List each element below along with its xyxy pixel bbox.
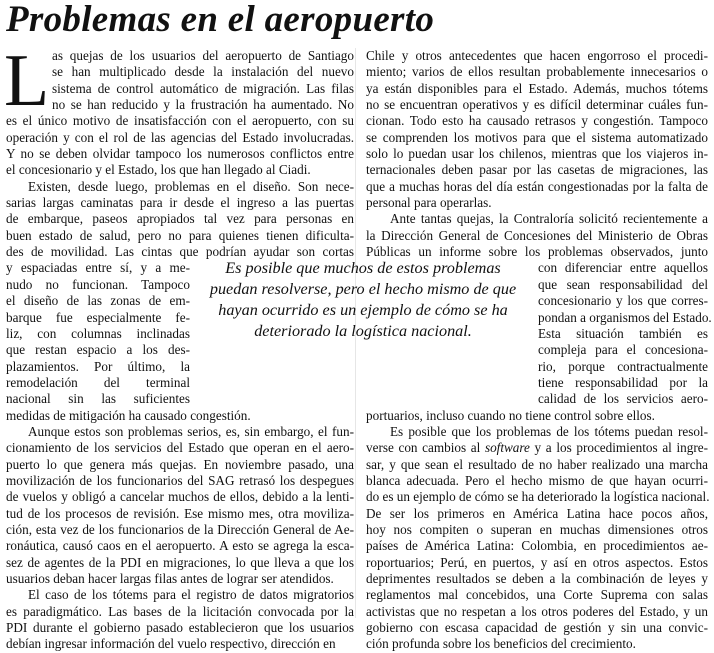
text-line: compleja para el concesiona-	[538, 342, 708, 358]
drop-cap: L	[4, 40, 50, 122]
text-line: Y no se deben olvidar tampoco los numerosos conflictos entre	[6, 146, 354, 162]
text-line: es paradigmático. Las bases de la licitación convocada por la	[6, 603, 354, 619]
text-line: verse con cambios al software y a los procedimientos al ingre-	[366, 440, 708, 456]
text-line: remodelación del terminal	[6, 374, 190, 390]
text-line: plazamientos. Por último, la	[6, 358, 190, 374]
text-line: el diseño de las zonas de em-	[6, 293, 190, 309]
text-line: con diferenciar entre aquellos	[538, 260, 708, 276]
text-line: operación y con el rol de las agencias del Estado involucradas.	[6, 129, 354, 145]
headline: Problemas en el aeropuerto	[6, 0, 435, 40]
text-line: cionan. Todo esto ha causado retrasos y congestión. Tampoco	[366, 113, 708, 129]
text-line: Chile y otros antecedentes que hacen engorroso el procedi-	[366, 48, 708, 63]
text-line: gobierno con escasa capacidad de gestión y sin una convic-	[366, 620, 708, 636]
text-line: que sean responsabilidad del	[538, 276, 708, 292]
text-line: portuarios, incluso cuando no tiene control sobre ellos.	[366, 407, 655, 423]
text-line: cionamiento de los servicios del Estado que operan en el aero-	[6, 440, 354, 456]
text-line: países de América Latina: Colombia, en procedimientos ae-	[366, 538, 708, 554]
text-line: sarias largas caminatas para ir desde el ingreso a las puertas	[6, 195, 354, 211]
text-line: movilización de los funcionarios del SAG retrasó los despegues	[6, 472, 354, 488]
text-line: Ante tantas quejas, la Contraloría solicitó recientemente a	[390, 211, 708, 227]
text-line: ternacionales deben pasar por las casetas de migraciones, las	[366, 162, 708, 178]
text-line: se comprenden los motivos para que el sistema automatizado	[366, 129, 708, 145]
text-line: as quejas de los usuarios del aeropuerto de Santiago	[52, 48, 354, 63]
pull-quote-line: deteriorado la logística nacional.	[254, 322, 472, 340]
pull-quote-line: puedan resolverse, pero el hecho mismo de que	[209, 280, 517, 298]
text-line: buen estado de salud, pero no para quienes tienen dificulta-	[6, 227, 354, 243]
text-line: Esta situación también es	[538, 325, 708, 341]
text-line: la Dirección General de Concesiones del Ministerio de Obras	[366, 227, 708, 243]
left-column	[4, 40, 354, 653]
text-line: deprimentes resultados se deben a la combinación de leyes y	[366, 571, 708, 586]
text-line: El caso de los tótems para el registro de datos migratorios	[28, 587, 354, 603]
text-line: usuarios deban hacer largas filas antes de lograr ser atendidos.	[6, 571, 334, 586]
text-line: tud de los procesos de revisión. Ese mismo mes, otra moviliza-	[6, 505, 354, 521]
text-line: solo lo puedan usar los chilenos, mientras que los viajeros in-	[366, 146, 708, 162]
text-line: ción, esta vez de los funcionarios de la Dirección General de Ae-	[6, 521, 354, 537]
text-line: Públicas un informe sobre los problemas observados, junto	[366, 244, 708, 260]
text-line: el concesionario y el Estado, los que han llegado al Ciadi.	[6, 162, 311, 178]
text-line: Es posible que los problemas de los tótems puedan resol-	[390, 423, 708, 439]
text-line: no se encuentran operativos y es difícil determinar cuáles fun-	[366, 97, 708, 113]
text-line: blanca adecuada. Pero el hecho mismo de que hayan ocurri-	[366, 472, 708, 488]
text-line: des de movilidad. Las cintas que podrían ayudar son cortas	[6, 244, 354, 260]
text-line: PDI durante el gobierno pasado establecieron que los usuarios	[6, 620, 354, 636]
pull-quote	[196, 258, 530, 342]
text-line: sar, y que sean el resultado de no haber realizado una marcha	[366, 456, 708, 472]
text-line: ya están disponibles para el Estado. Además, muchos tótems	[366, 80, 708, 96]
text-line: hoy nos compiten o superan en muchas dimensiones otros	[366, 521, 708, 537]
pull-quote-line: Es posible que muchos de estos problemas	[225, 259, 501, 277]
text-line: tiene responsabilidad por la	[538, 374, 708, 390]
text-line: do es un ejemplo de cómo se ha deteriorado la logística nacional.	[366, 489, 710, 505]
text-line: Existen, desde luego, problemas en el diseño. Son nece-	[28, 178, 354, 194]
text-line: que a muchas horas del día están congestionadas por la falta de	[366, 178, 708, 194]
text-line: personal para operarlas.	[366, 195, 492, 211]
text-line: no se han reducido y la frustración ha aumentado. No	[52, 97, 354, 113]
text-line: puerto lo que genera más quejas. En noviembre pasado, una	[6, 456, 354, 472]
text-line: ción profunda sobre los beneficios del crecimiento.	[366, 636, 636, 652]
text-line: concesionario y los que corres-	[538, 293, 708, 309]
text-line: de vuelos y obligó a cancelar muchos de ellos, debido a la lenti-	[6, 489, 354, 505]
text-line: De ser los primeros en América Latina hace pocos años,	[366, 505, 708, 521]
text-line: Aunque estos son problemas serios, es, sin embargo, el fun-	[28, 423, 354, 439]
text-line: sez de agentes de la PDI en migraciones, lo que lleva a que los	[6, 554, 354, 570]
text-line: activistas que no respetan a los otros poderes del Estado, y un	[366, 603, 708, 619]
right-column	[366, 48, 712, 653]
text-line: miento; varios de ellos resultan probablemente innecesarios o	[366, 64, 708, 80]
text-line: calidad de los servicios aero-	[538, 391, 708, 407]
text-line: y espaciadas entre sí, y a me-	[6, 260, 190, 276]
text-line: sistema de control automático de migración. Las filas	[52, 80, 354, 96]
text-line: liz, con columnas inclinadas	[6, 325, 190, 341]
text-line: roportuarios; Perú, en puertos, y así en otros aspectos. Estos	[366, 554, 708, 570]
text-line: se han multiplicado desde la instalación del nuevo	[52, 64, 354, 80]
text-line: que restan espacio a los des-	[6, 342, 190, 358]
text-line: nacional sin las suficientes	[6, 391, 190, 407]
text-line: pondan a organismos del Estado.	[538, 309, 712, 325]
text-line: de embarque, paseos apropiados tal vez para personas en	[6, 211, 354, 227]
text-line: ronáutica, causó caos en el aeropuerto. A esto se agrega la esca-	[6, 538, 354, 554]
text-line: es el único motivo de insatisfacción con el aeropuerto, con su	[6, 113, 354, 129]
text-line: reglamentos mal concebidos, una Corte Suprema con salas	[366, 587, 708, 603]
text-line: barque fue especialmente fe-	[6, 309, 190, 325]
text-line: nudo no funcionan. Tampoco	[6, 276, 190, 292]
text-line: medidas de mitigación ha causado congestión.	[6, 407, 251, 423]
text-line: rio, porque contractualmente	[538, 358, 708, 374]
text-line: debían ingresar información del vuelo respectivo, dirección en	[6, 636, 336, 652]
pull-quote-line: hayan ocurrido es un ejemplo de cómo se ha	[218, 301, 508, 319]
